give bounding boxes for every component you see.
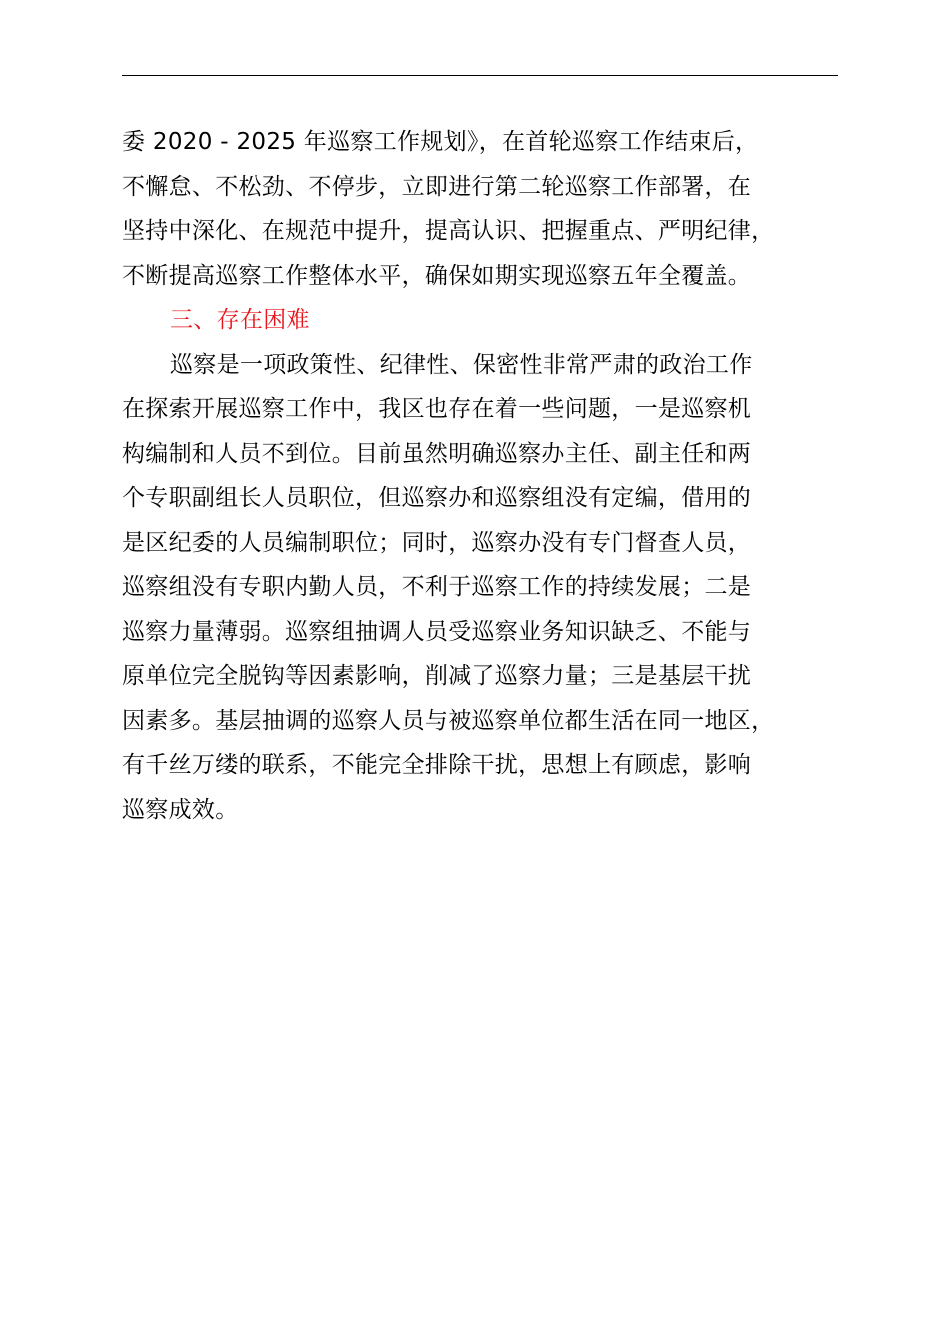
section-heading: 三、存在困难 — [170, 307, 310, 333]
paragraph-line: 不懈怠、不松劲、不停步，立即进行第二轮巡察工作部署，在 — [122, 173, 752, 200]
header-rule — [122, 75, 838, 76]
paragraph-line: 构编制和人员不到位。目前虽然明确巡察办主任、副主任和两 — [122, 440, 752, 467]
paragraph-line: 巡察组没有专职内勤人员，不利于巡察工作的持续发展；二是 — [122, 574, 752, 600]
paragraph-line: 因素多。基层抽调的巡察人员与被巡察单位都生活在同一地区， — [122, 707, 775, 734]
paragraph-line: 巡察是一项政策性、纪律性、保密性非常严肃的政治工作 — [170, 351, 753, 378]
paragraph-line: 委 2020 - 2025 年巡察工作规划》，在首轮巡察工作结束后， — [122, 129, 759, 155]
paragraph-line: 巡察力量薄弱。巡察组抽调人员受巡察业务知识缺乏、不能与 — [122, 618, 752, 645]
paragraph-line: 原单位完全脱钩等因素影响，削减了巡察力量；三是基层干扰 — [122, 663, 752, 689]
paragraph-line: 个专职副组长人员职位，但巡察办和巡察组没有定编，借用的 — [122, 485, 752, 511]
document-body — [122, 120, 862, 832]
paragraph-line: 不断提高巡察工作整体水平，确保如期实现巡察五年全覆盖。 — [122, 262, 752, 289]
paragraph-line: 坚持中深化、在规范中提升，提高认识、把握重点、严明纪律， — [122, 218, 775, 244]
paragraph-line: 是区纪委的人员编制职位；同时，巡察办没有专门督查人员， — [122, 529, 752, 556]
paragraph-line: 在探索开展巡察工作中，我区也存在着一些问题，一是巡察机 — [122, 396, 752, 422]
paragraph-line: 巡察成效。 — [122, 796, 239, 823]
paragraph-line: 有千丝万缕的联系，不能完全排除干扰，思想上有顾虑，影响 — [122, 752, 752, 778]
